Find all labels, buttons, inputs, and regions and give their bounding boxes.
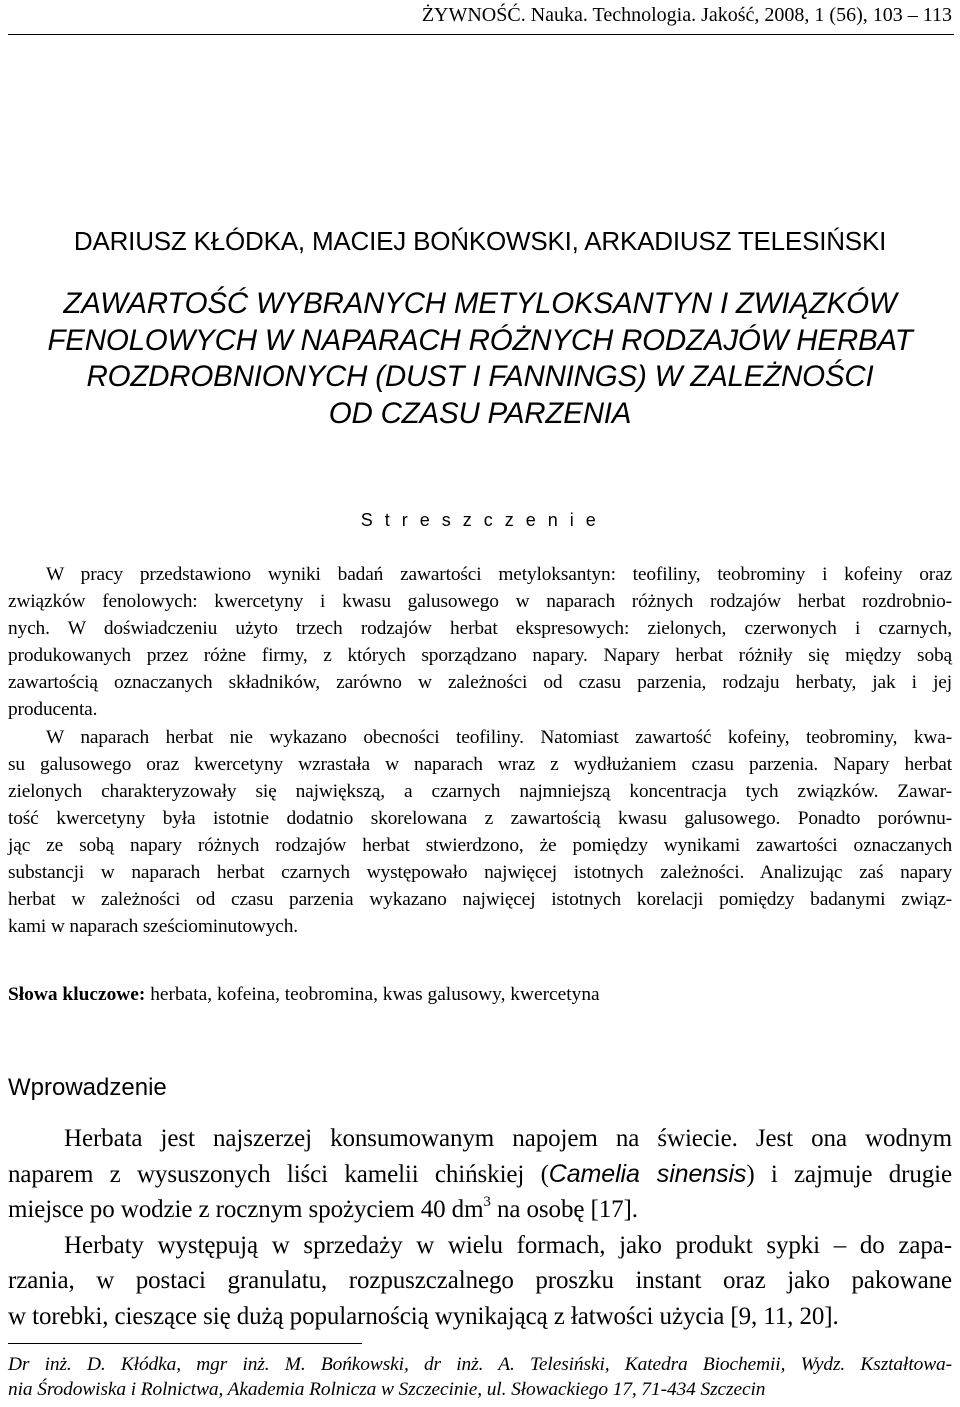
abstract-heading: S t r e s z c z e n i e xyxy=(360,510,600,530)
section-heading-introduction: Wprowadzenie xyxy=(8,1074,167,1101)
author-affiliation-footnote xyxy=(8,1352,952,1402)
footnote-line: nia Środowiska i Rolnictwa, Akademia Rolnicza w Szczecinie, ul. Słowackiego 17, 71-434 Szczecin xyxy=(8,1379,766,1400)
abstract-line: kami w naparach sześciominutowych. xyxy=(8,916,298,938)
title-line: ROZDROBNIONYCH (DUST I FANNINGS) W ZALEŻNOŚCI xyxy=(86,360,874,393)
header-divider xyxy=(8,34,954,35)
title-line: OD CZASU PARZENIA xyxy=(328,396,632,430)
body-line xyxy=(8,1157,952,1193)
body-text-span: naparem z wysuszonych liści kamelii chińskiej ( xyxy=(8,1160,549,1188)
abstract-line: herbat w zależności od czasu parzenia wykazano najwięcej istotnych korelacji pomiędzy badanymi związ- xyxy=(8,889,952,911)
abstract-line: substancji w naparach herbat czarnych występowało najwięcej istotnych zależności. Analizując zaś napary xyxy=(8,862,952,884)
abstract-line: produkowanych przez różne firmy, z których sporządzano napary. Napary herbat różniły się między sobą xyxy=(8,645,952,667)
abstract-line: związków fenolowych: kwercetyny i kwasu galusowego w naparach różnych rodzajów herbat rozdrobnio- xyxy=(8,591,952,613)
body-text-span: ) i zajmuje drugie xyxy=(746,1160,952,1188)
title-line: FENOLOWYCH W NAPARACH RÓŻNYCH RODZAJÓW HERBAT xyxy=(47,323,913,357)
abstract-line: tość kwercetyny była istotnie dodatnio skorelowana z zawartością kwasu galusowego. Ponadto porównu- xyxy=(8,807,952,829)
keywords-label: Słowa kluczowe: xyxy=(8,984,146,1005)
body-line: Herbata jest najszerzej konsumowanym napojem na świecie. Jest ona wodnym xyxy=(64,1125,952,1152)
abstract-line: zawartością oznaczanych składników, zarówno w zależności od czasu parzenia, rodzaju herbaty, jak i jej xyxy=(8,672,952,694)
abstract-text xyxy=(8,561,952,940)
body-line: Herbaty występują w sprzedaży w wielu formach, jako produkt sypki – do zapa- xyxy=(64,1231,952,1259)
abstract-line: producenta. xyxy=(8,699,98,721)
body-line: rzania, w postaci granulatu, rozpuszczalnego proszku instant oraz jako pakowane xyxy=(8,1267,952,1295)
author-list: DARIUSZ KŁÓDKA, MACIEJ BOŃKOWSKI, ARKADIUSZ TELESIŃSKI xyxy=(73,226,887,256)
species-name: Camelia sinensis xyxy=(548,1159,747,1188)
body-line xyxy=(8,1192,952,1228)
keywords-text: herbata, kofeina, teobromina, kwas galusowy, kwercetyna xyxy=(145,984,600,1005)
body-text-span: na osobę [17]. xyxy=(490,1196,638,1224)
introduction-text xyxy=(8,1121,952,1335)
footnote-line: Dr inż. D. Kłódka, mgr inż. M. Bońkowski, dr inż. A. Telesiński, Katedra Biochemii, Wydz. Kształtowa- xyxy=(8,1354,952,1375)
abstract-line: nych. W doświadczeniu użyto trzech rodzajów herbat ekspresowych: zielonych, czerwonych i czarnych, xyxy=(8,618,952,640)
journal-header: ŻYWNOŚĆ. Nauka. Technologia. Jakość, 2008, 1 (56), 103 – 113 xyxy=(421,4,952,26)
body-line: w torebki, cieszące się dużą popularnością wynikającą z łatwości użycia [9, 11, 20]. xyxy=(8,1302,839,1330)
title-line: ZAWARTOŚĆ WYBRANYCH METYLOKSANTYN I ZWIĄZKÓW xyxy=(63,287,897,320)
abstract-line: W pracy przedstawiono wyniki badań zawartości metyloksantyn: teofiliny, teobrominy i kofeiny oraz xyxy=(46,564,952,585)
abstract-line: jąc ze sobą napary różnych rodzajów herbat stwierdzono, że pomiędzy wynikami zawartości oznaczanych xyxy=(8,834,952,856)
superscript: 3 xyxy=(483,1194,491,1211)
abstract-line: su galusowego oraz kwercetyny wzrastała w naparach wraz z wydłużaniem czasu parzenia. Napary herbat xyxy=(8,753,952,775)
footnote-divider xyxy=(8,1343,362,1344)
body-text-span: miejsce po wodzie z rocznym spożyciem 40 dm xyxy=(8,1196,484,1224)
abstract-line: zielonych charakteryzowały się największą, a czarnych najmniejszą koncentracja tych związków. Zawar- xyxy=(8,780,952,802)
article-title xyxy=(10,286,950,432)
abstract-line: W naparach herbat nie wykazano obecności teofiliny. Natomiast zawartość kofeiny, teobrominy, kwa- xyxy=(46,726,952,748)
keywords xyxy=(8,981,952,1008)
